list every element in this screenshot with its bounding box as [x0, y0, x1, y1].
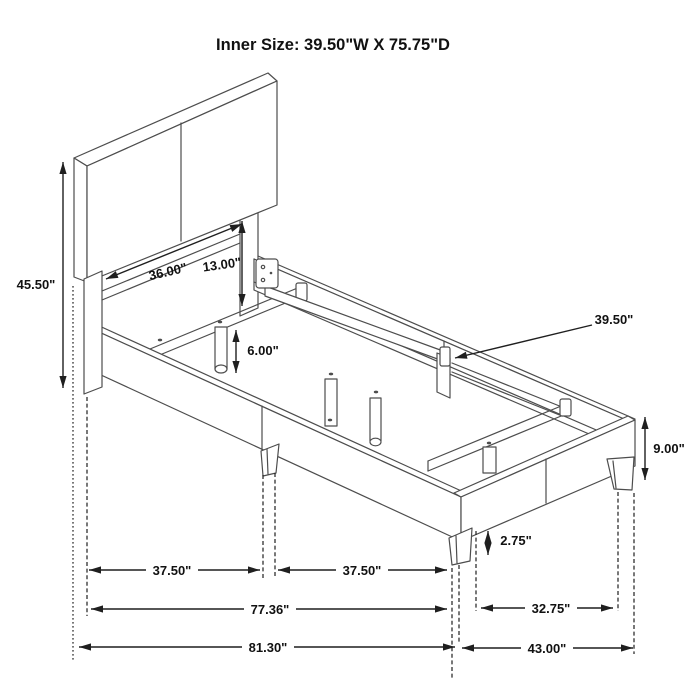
headboard-side-edge	[74, 158, 87, 282]
dim-headboard-height-label: 45.50"	[16, 277, 56, 292]
bed-frame-drawing	[74, 73, 635, 565]
dim-side-rail-height	[645, 417, 685, 480]
center-rail-leg	[370, 398, 381, 441]
dim-slat-length-label: 39.50"	[594, 312, 634, 327]
dim-rail-front-section-label: 37.50"	[152, 563, 192, 578]
diagram-title: Inner Size: 39.50"W X 75.75"D	[216, 36, 450, 54]
dim-overall-length	[79, 639, 455, 655]
center-support-leg	[215, 327, 227, 369]
back-foot-leg	[607, 457, 634, 490]
dim-foot-leg	[488, 531, 532, 555]
dim-foot-leg-label: 2.75"	[500, 533, 532, 548]
dim-side-rail-length	[91, 601, 447, 617]
dim-overall-length-label: 81.30"	[248, 640, 288, 655]
dim-foot-inner-label: 32.75"	[531, 601, 571, 616]
headboard-left-leg	[84, 271, 102, 394]
dim-headboard-panel	[202, 221, 242, 306]
dim-foot-width	[462, 640, 633, 656]
dim-foot-width-label: 43.00"	[527, 641, 567, 656]
dim-headboard-panel-label: 13.00"	[201, 254, 243, 275]
dim-side-rail-length-label: 77.36"	[250, 602, 290, 617]
dim-headboard-height	[17, 162, 63, 388]
dim-headboard-width-label: 36.00"	[147, 259, 189, 284]
dim-side-rail-height-label: 9.00"	[653, 441, 685, 456]
dim-foot-inner	[481, 600, 613, 616]
dim-center-leg	[236, 330, 279, 373]
dim-rail-rear-section	[278, 562, 447, 578]
dim-rail-rear-section-label: 37.50"	[342, 563, 382, 578]
foot-rail	[454, 416, 635, 541]
slat-leg	[483, 447, 496, 473]
dim-rail-front-section	[89, 562, 260, 578]
dim-center-leg-label: 6.00"	[247, 343, 279, 358]
dim-slat-length-callout	[455, 312, 633, 358]
slat-hook	[560, 399, 571, 416]
mounting-bracket	[256, 259, 278, 288]
